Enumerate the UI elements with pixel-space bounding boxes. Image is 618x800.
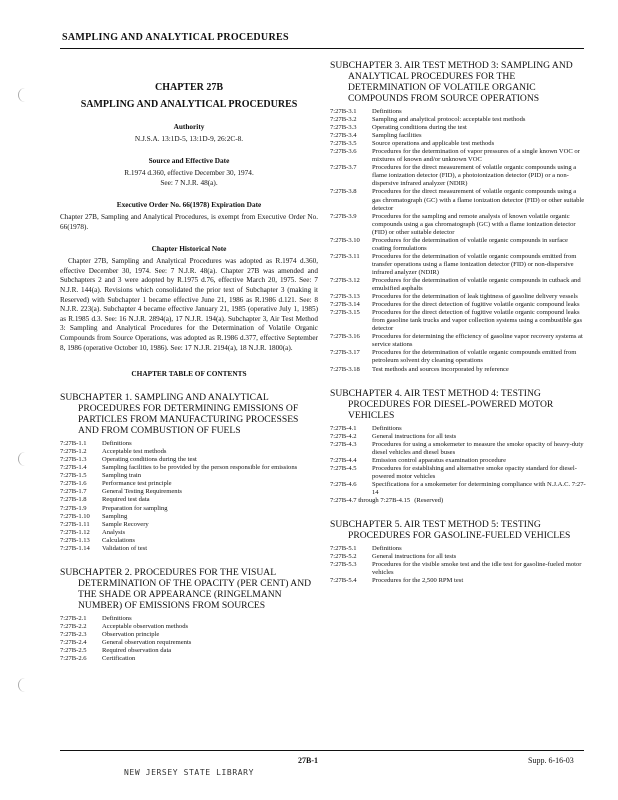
toc-entry	[330, 457, 586, 465]
toc-section-number: 7:27B-3.5	[330, 140, 357, 148]
source-text: R.1974 d.360, effective December 30, 1974.	[124, 168, 254, 177]
subchapter-heading: SUBCHAPTER 5. AIR TEST METHOD 5: TESTING PROCEDURES FOR GASOLINE-FUELED VEHICLES	[330, 519, 571, 542]
toc-section-title: Definitions	[102, 440, 132, 448]
toc-section-number: 7:27B-4.7 through 7:27B-4.15	[330, 496, 411, 504]
subchapter-heading: SUBCHAPTER 4. AIR TEST METHOD 4: TESTING PROCEDURES FOR DIESEL-POWERED MOTOR VEHICLES	[330, 387, 554, 421]
toc-entry	[330, 237, 586, 253]
header-rule	[60, 48, 584, 49]
toc-section-title: (Reserved)	[414, 496, 444, 504]
toc-section-title: Procedures for the 2,500 RPM test	[372, 577, 464, 585]
toc-section-number: 7:27B-3.3	[330, 124, 357, 132]
toc-section-number: 7:27B-1.5	[60, 472, 87, 480]
toc-section-title: Procedures for using a smokemeter to measure the smoke opacity of heavy-duty diesel vehicles and diesel buses	[372, 440, 584, 456]
toc-entry	[330, 441, 586, 457]
toc-entry	[60, 505, 318, 513]
page-number: 27B-1	[298, 756, 318, 765]
toc-entry	[330, 349, 586, 365]
toc-section-number: 7:27B-3.8	[330, 188, 357, 196]
toc-section-title: Definitions	[372, 424, 402, 432]
toc-entry	[60, 623, 318, 631]
toc-section-title: Procedures for the determination of volatile organic compounds emitted from transfer operations using a flame ionization detector (FID) or non-dispersive infrared analyzer (NDIR)	[372, 252, 577, 276]
toc-list	[60, 615, 318, 663]
toc-section-number: 7:27B-2.1	[60, 614, 87, 622]
toc-entry	[330, 213, 586, 237]
toc-list	[330, 108, 586, 374]
subchapter-heading: SUBCHAPTER 1. SAMPLING AND ANALYTICAL PROCEDURES FOR DETERMINING EMISSIONS OF PARTICLES FROM MANUFACTURING PROCESSES AND FROM COMBUSTION OF FUELS	[60, 392, 299, 437]
toc-entry	[330, 545, 586, 553]
toc-section-title: Procedures for the direct measurement of volatile organic compounds using a flame ionization detector (FID), a photoionization detector (PID) or a non-dispersive infrared analyzer (NDIR)	[372, 164, 577, 188]
toc-section-title: Procedures for the direct measurement of volatile organic compounds using a gas chromatograph (GC) with a flame ionization detector (FID) or other suitable detector	[372, 188, 585, 212]
toc-section-title: Source operations and applicable test methods	[372, 140, 495, 148]
toc-section-title: Sampling	[102, 512, 128, 520]
toc-section-title: Operating conditions during the test	[372, 124, 467, 132]
exec-order-text: Chapter 27B, Sampling and Analytical Procedures, is exempt from Executive Order No. 66(1978).	[60, 213, 318, 231]
toc-section-number: 7:27B-3.12	[330, 276, 360, 284]
punch-hole-mark	[18, 678, 27, 692]
toc-section-number: 7:27B-1.3	[60, 456, 87, 464]
toc-entry	[330, 277, 586, 293]
toc-entry	[60, 615, 318, 623]
toc-entry	[60, 496, 318, 504]
toc-entry	[60, 448, 318, 456]
library-stamp: NEW JERSEY STATE LIBRARY	[124, 768, 254, 777]
toc-entry	[60, 655, 318, 663]
toc-section-title: Sampling train	[102, 472, 142, 480]
toc-section-title: Procedures for the determination of volatile organic compounds in surface coating formulations	[372, 236, 568, 252]
toc-section-number: 7:27B-3.18	[330, 365, 360, 373]
toc-section-number: 7:27B-4.6	[330, 480, 357, 488]
toc-section-title: Procedures for establishing and alternative smoke opacity standard for diesel-powered motor vehicles	[372, 464, 577, 480]
toc-entry	[60, 631, 318, 639]
toc-section-title: Procedures for the visible smoke test and the idle test for gasoline-fueled motor vehicles	[372, 561, 582, 577]
toc-section-title: Definitions	[372, 108, 402, 115]
toc-section-title: General observation requirements	[102, 638, 192, 646]
toc-section-title: Definitions	[372, 545, 402, 553]
toc-section-number: 7:27B-1.10	[60, 512, 90, 520]
toc-entry	[330, 425, 586, 433]
toc-entry	[330, 293, 586, 301]
toc-section-title: General instructions for all tests	[372, 432, 457, 440]
toc-entry	[330, 132, 586, 140]
toc-entry	[330, 140, 586, 148]
toc-entry	[330, 366, 586, 374]
toc-entry	[60, 480, 318, 488]
toc-entry	[330, 333, 586, 349]
toc-entry	[60, 529, 318, 537]
toc-section-number: 7:27B-3.11	[330, 252, 360, 260]
toc-section-title: Emission control apparatus examination procedure	[372, 456, 507, 464]
subchapter-heading: SUBCHAPTER 2. PROCEDURES FOR THE VISUAL DETERMINATION OF THE OPACITY (PER CENT) AND THE SHADE OR APPEARANCE (RINGELMANN NUMBER) OF EMISSIONS FROM SOURCES	[60, 566, 312, 611]
authority-heading: Authority	[173, 122, 205, 131]
historical-note-text: Chapter 27B, Sampling and Analytical Procedures was adopted as R.1974 d.360, effective December 30, 1974. See: 7 N.J.R. 48(a). Chapter 27B was amended and Subchapters 2 and 3 were adopted by R.1975 d.76, effective March 20, 1975. See: 7 N.J.R. 144(a). Revisions which consolidated the prior text of Subchapter 3 (making it Reserved) with Subchapter 1 became effective June 21, 1986 as R.1986 d.121. See: 8 N.J.R. 223(a). Subchapter 4 became effective January 21, 1985 (operative July 1, 1985) as R.1985 d.3. See: 16 N.J.R. 2894(a), 17 N.J.R. 194(a). Subchapter 3, Air Test Method 3: Sampling and Analytical Procedures for the Determination of Volatile Organic Compounds from Source Operations, was adopted as R.1986 d.377, effective September 8, 1986 (operative October 10, 1986). See: 17 N.J.R. 2194(a), 18 N.J.R. 1800(a).	[60, 257, 318, 352]
toc-section-title: Sampling and analytical protocol: acceptable test methods	[372, 116, 526, 124]
toc-section-number: 7:27B-2.4	[60, 638, 87, 646]
toc-section-number: 7:27B-1.7	[60, 488, 87, 496]
toc-list	[330, 545, 586, 585]
toc-section-number: 7:27B-1.14	[60, 544, 90, 552]
toc-section-number: 7:27B-5.3	[330, 561, 357, 569]
toc-section-title: Sampling facilities to be provided by the person responsible for emissions	[102, 464, 298, 472]
toc-section-title: Certification	[102, 655, 136, 663]
toc-entry	[60, 464, 318, 472]
toc-entry	[330, 116, 586, 124]
toc-section-title: Operating conditions during the test	[102, 456, 197, 464]
toc-section-number: 7:27B-4.4	[330, 456, 357, 464]
toc-section-number: 7:27B-2.5	[60, 646, 87, 654]
chapter-number: CHAPTER 27B	[154, 82, 224, 93]
toc-section-title: Procedures for the sampling and remote analysis of known volatile organic compounds using a gas chromatograph (GC) with a flame ionization detector (FID) or other suitable detector	[372, 212, 576, 236]
toc-section-title: Validation of test	[102, 544, 148, 552]
toc-entry	[330, 301, 586, 309]
toc-entry	[330, 253, 586, 277]
chapter-title: SAMPLING AND ANALYTICAL PROCEDURES	[80, 99, 298, 110]
toc-entry	[330, 465, 586, 481]
toc-section-number: 7:27B-3.14	[330, 301, 360, 309]
toc-section-number: 7:27B-1.4	[60, 464, 87, 472]
running-head: SAMPLING AND ANALYTICAL PROCEDURES	[62, 32, 289, 43]
toc-section-number: 7:27B-1.2	[60, 448, 87, 456]
toc-entry	[60, 647, 318, 655]
toc-entry	[330, 577, 586, 585]
source-see: See: 7 N.J.R. 48(a).	[160, 178, 218, 187]
toc-entry	[330, 164, 586, 188]
toc-entry	[60, 513, 318, 521]
toc-section-number: 7:27B-3.13	[330, 293, 360, 301]
toc-section-title: Preparation for sampling	[102, 504, 168, 512]
toc-section-number: 7:27B-3.9	[330, 212, 357, 220]
toc-section-title: Required test data	[102, 496, 150, 504]
toc-section-title: Specifications for a smokemeter for determining compliance with N.J.A.C. 7:27-14	[372, 480, 586, 496]
toc-section-number: 7:27B-2.3	[60, 630, 87, 638]
toc-entry	[60, 472, 318, 480]
toc-section-number: 7:27B-4.1	[330, 424, 357, 432]
toc-section-title: Procedures for the direct detection of fugitive volatile organic compound leaks from gasoline tank trucks and vapor collection systems using a combustible gas detector	[372, 309, 583, 333]
toc-section-number: 7:27B-1.6	[60, 480, 87, 488]
punch-hole-mark	[18, 88, 27, 102]
toc-section-title: Sampling facilities	[372, 132, 422, 140]
historical-note-heading: Chapter Historical Note	[151, 244, 227, 254]
toc-section-number: 7:27B-3.17	[330, 349, 360, 357]
toc-entry	[60, 488, 318, 496]
toc-entry	[60, 456, 318, 464]
toc-entry	[330, 561, 586, 577]
toc-section-number: 7:27B-5.2	[330, 553, 357, 561]
supplement-date: Supp. 6-16-03	[528, 756, 574, 765]
exec-order-heading: Executive Order No. 66(1978) Expiration Date	[116, 200, 262, 209]
toc-entry	[330, 433, 586, 441]
left-column	[60, 60, 318, 663]
toc-section-title: Procedures for the direct detection of fugitive volatile organic compound leaks	[372, 301, 580, 309]
toc-section-title: Performance test principle	[102, 480, 172, 488]
toc-section-title: General Testing Requirements	[102, 488, 182, 496]
toc-section-title: Analysis	[102, 528, 126, 536]
toc-section-title: Observation principle	[102, 630, 160, 638]
toc-section-number: 7:27B-3.15	[330, 309, 360, 317]
toc-section-number: 7:27B-1.11	[60, 520, 90, 528]
toc-section-title: Procedures for the determination of vapor pressures of a single known VOC or mixtures of known and/or unknown VOC	[372, 148, 580, 164]
toc-section-number: 7:27B-2.2	[60, 622, 87, 630]
toc-section-number: 7:27B-1.13	[60, 536, 90, 544]
toc-section-title: Procedures for the determination of volatile organic compounds emitted from petroleum solvent dry cleaning operations	[372, 349, 577, 365]
right-column	[330, 60, 586, 585]
toc-section-title: General instructions for all tests	[372, 553, 457, 561]
punch-hole-mark	[18, 452, 27, 466]
footer-rule	[60, 750, 584, 751]
toc-entry	[330, 108, 586, 116]
toc-section-number: 7:27B-4.3	[330, 440, 357, 448]
toc-section-number: 7:27B-4.5	[330, 464, 357, 472]
toc-entry	[330, 188, 586, 212]
toc-section-title: Calculations	[102, 536, 135, 544]
toc-entry	[330, 481, 586, 497]
toc-entry	[330, 309, 586, 333]
toc-section-number: 7:27B-3.4	[330, 132, 357, 140]
toc-section-title: Acceptable test methods	[102, 448, 167, 456]
toc-entry	[60, 545, 318, 553]
toc-entry	[330, 553, 586, 561]
toc-entry	[60, 521, 318, 529]
toc-section-number: 7:27B-2.6	[60, 655, 87, 663]
toc-section-number: 7:27B-1.1	[60, 440, 87, 448]
toc-section-title: Sample Recovery	[102, 520, 149, 528]
toc-section-title: Procedures for determining the efficiency of gasoline vapor recovery systems at service stations	[372, 333, 583, 349]
toc-section-number: 7:27B-5.4	[330, 577, 357, 585]
toc-section-number: 7:27B-3.6	[330, 148, 357, 156]
source-heading: Source and Effective Date	[148, 156, 230, 165]
toc-section-title: Acceptable observation methods	[102, 622, 189, 630]
toc-section-title: Required observation data	[102, 646, 172, 654]
toc-section-title: Procedures for the determination of volatile organic compounds in cutback and emulsified asphalts	[372, 276, 581, 293]
toc-entry	[60, 440, 318, 448]
toc-list	[60, 440, 318, 553]
toc-section-number: 7:27B-1.8	[60, 496, 87, 504]
toc-entry	[330, 124, 586, 132]
toc-section-title: Definitions	[102, 614, 132, 622]
subchapter-heading: SUBCHAPTER 3. AIR TEST METHOD 3: SAMPLING AND ANALYTICAL PROCEDURES FOR THE DETERMINATION OF VOLATILE ORGANIC COMPOUNDS FROM SOURCE OPERATIONS	[330, 60, 573, 104]
toc-section-number: 7:27B-1.12	[60, 528, 90, 536]
toc-list	[330, 425, 586, 505]
toc-section-number: 7:27B-1.9	[60, 504, 87, 512]
toc-section-number: 7:27B-3.10	[330, 236, 360, 244]
toc-section-number: 7:27B-3.2	[330, 116, 357, 124]
toc-section-title: Procedures for the determination of leak tightness of gasoline delivery vessels	[372, 293, 578, 301]
toc-section-number: 7:27B-5.1	[330, 545, 357, 553]
toc-section-number: 7:27B-4.2	[330, 432, 357, 440]
toc-section-title: Test methods and sources incorporated by reference	[372, 365, 509, 373]
toc-heading: CHAPTER TABLE OF CONTENTS	[131, 369, 247, 379]
authority-text: N.J.S.A. 13:1D-5, 13:1D-9, 26:2C-8.	[134, 134, 244, 143]
toc-section-number: 7:27B-3.16	[330, 333, 360, 341]
toc-section-number: 7:27B-3.7	[330, 164, 357, 172]
toc-section-number: 7:27B-3.1	[330, 108, 357, 115]
toc-entry	[330, 148, 586, 164]
toc-entry	[60, 537, 318, 545]
toc-entry	[60, 639, 318, 647]
toc-entry	[330, 497, 586, 505]
